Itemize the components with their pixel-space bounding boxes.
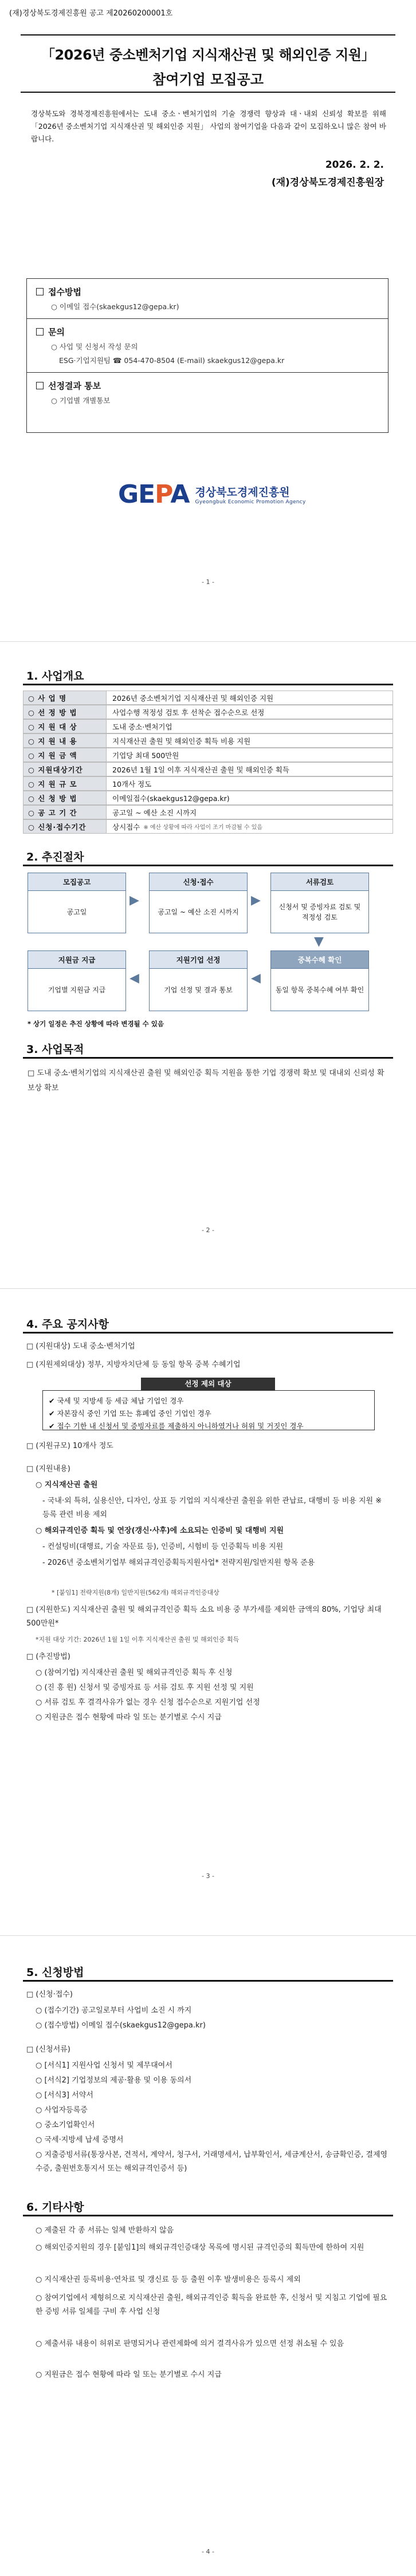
- intro-paragraph: 경상북도와 경북경제진흥원에서는 도내 중소ㆍ벤처기업의 기술 경쟁력 향상과 대ㆍ내외 신뢰성 확보를 위해 「2026년 중소벤처기업 지식재산권 및 해외인증 지원」 사업의 참여기업을 다음과 같이 모집하오니 많은 참여 바랍니다.: [31, 109, 386, 143]
- section-4-title: 4. 주요 공지사항: [26, 1318, 109, 1331]
- announcement-number: (재)경상북도경제진흥원 공고 제20260200001호: [9, 9, 173, 18]
- section-rule: [23, 684, 393, 685]
- contact-detail: ESG·기업지원팀 ☎ 054-470-8504 (E-mail) skaekgus12@gepa.kr: [59, 356, 285, 365]
- arrow-right-icon: ▶: [251, 893, 261, 908]
- arrow-down-icon: ▼: [314, 934, 324, 949]
- apply-line: ○ (접수기간) 공고일로부터 사업비 소진 시 까지: [36, 2006, 192, 2015]
- page-divider: [0, 1935, 416, 1936]
- etc-item: ○ 제출서류 내용이 허위로 판명되거나 관련제화에 의거 결격사유가 있으면 선정 취소될 수 있음: [36, 2340, 344, 2348]
- support-scale: □ (지원규모) 10개사 정도: [26, 1442, 113, 1450]
- page-number: - 1 -: [202, 578, 214, 586]
- page-number: - 2 -: [202, 1226, 214, 1234]
- page-divider: [0, 641, 416, 642]
- exclusion-item: ✔ 접수 기한 내 신청서 및 증빙자료를 제출하지 아니하였거나 허위 및 거짓인 경우: [49, 1422, 304, 1430]
- support-content-heading: □ (지원내용): [26, 1465, 70, 1473]
- cert-detail-2: - 2026년 중소벤처기업부 해외규격인증획득지원사업* 전략지원/일반지원 항목 준용: [42, 1559, 315, 1567]
- overview-row: ○ 사 업 명 2026년 중소벤처기업 지식재산권 및 해외인증 지원: [23, 691, 393, 705]
- logo-name-ko: 경상북도경제진흥원: [195, 486, 290, 499]
- excluded-target: □ (지원제외대상) 정부, 지방자치단체 등 동일 항목 중복 수혜기업: [26, 1360, 241, 1369]
- section-rule: [23, 1057, 393, 1059]
- process-heading: □ (추진방법): [26, 1652, 70, 1661]
- document-item: ○ 국세·지방세 납세 증명서: [36, 2136, 124, 2144]
- section-rule: [23, 1980, 393, 1982]
- exclusion-box: [42, 1390, 375, 1430]
- document-item: ○ [서식3] 서약서: [36, 2091, 93, 2100]
- process-line: ○ (참여기업) 지식재산권 출원 및 해외규격인증 획득 후 신청: [36, 1668, 233, 1677]
- exclusion-item: ✔ 국세 및 지방세 등 세금 체납 기업인 경우: [49, 1397, 184, 1405]
- announcement-date: 2026. 2. 2.: [325, 159, 384, 171]
- divider: [27, 318, 388, 319]
- divider: [27, 372, 388, 373]
- flow-step-2: 신청·접수 공고일 ~ 예산 소진 시까지: [149, 873, 248, 933]
- checkbox-square-icon: [36, 328, 44, 336]
- apply-line: ○ (접수방법) 이메일 접수(skaekgus12@gepa.kr): [36, 2021, 206, 2030]
- page-4: [0, 1941, 416, 2576]
- page-2: [0, 647, 416, 1294]
- flow-step-3: 서류검토 신청서 및 증빙자료 검토 및 적정성 검토: [270, 873, 369, 933]
- section-5-title: 5. 신청방법: [26, 1966, 84, 1979]
- page-divider: [0, 1288, 416, 1289]
- process-line: ○ 서류 검토 후 결격사유가 없는 경우 신청 접수순으로 지원기업 선정: [36, 1698, 260, 1707]
- flow-step-1: 모집공고 공고일: [28, 873, 126, 933]
- section-2-title: 2. 추진절차: [26, 851, 84, 863]
- arrow-left-icon: ◀: [251, 971, 261, 985]
- page-1: [0, 0, 416, 647]
- section-rule: [23, 1332, 393, 1334]
- page-number: - 4 -: [202, 2548, 214, 2555]
- overview-row: ○ 지 원 대 상 도내 중소·벤처기업: [23, 719, 393, 733]
- page-3: [0, 1294, 416, 1935]
- cert-footnote: * [붙임1] 전략지원(8개) 일반지원(562개) 해외규격인증대상: [52, 1589, 219, 1596]
- document-item: ○ 중소기업확인서: [36, 2121, 95, 2129]
- box-heading-apply: 접수방법: [36, 286, 379, 298]
- document-item: ○ [서식2] 기업정보의 제공·활용 및 이용 동의서: [36, 2076, 192, 2085]
- overview-row: ○ 지원대상기간 2026년 1월 1일 이후 지식재산권 출원 및 해외인증 획득: [23, 762, 393, 776]
- section-1-title: 1. 사업개요: [26, 670, 84, 683]
- arrow-left-icon: ◀: [129, 971, 139, 985]
- etc-item: ○ 지원금은 접수 현황에 따라 일 또는 분기별로 수시 지급: [36, 2370, 222, 2379]
- title-box: [21, 34, 395, 93]
- support-limit-note: *지원 대상 기간: 2026년 1월 1일 이후 지식재산권 출원 및 해외인증 획득: [36, 1636, 240, 1643]
- etc-item: ○ 해외인증지원의 경우 [붙임1]의 해외규격인증대상 목록에 명시된 규격인증의 획득만에 한하여 지원: [36, 2243, 364, 2252]
- cert-heading: ○ 해외규격인증 획득 및 연장(갱신·사후)에 소요되는 인증비 및 대행비 지원: [36, 1526, 284, 1535]
- process-line: ○ (진 흥 원) 신청서 및 증빙자료 등 서류 검토 후 지원 선정 및 지원: [36, 1683, 254, 1692]
- section-rule: [23, 865, 393, 866]
- apply-method: ○ 이메일 접수(skaekgus12@gepa.kr): [51, 302, 179, 311]
- contact-line: ○ 사업 및 신청서 작성 문의: [51, 342, 138, 351]
- box-heading-contact: 문의: [36, 326, 379, 338]
- page-number: - 3 -: [202, 1872, 214, 1880]
- etc-item: ○ 지식재산권 등록비용·연차료 및 갱신료 등 등 출원 이후 발생비용은 등록시 제외: [36, 2275, 301, 2284]
- ip-filing-heading: ○ 지식재산권 출원: [36, 1481, 98, 1489]
- etc-item: ○ 참여기업에서 제형허으로 지식재산권 출원, 해외규격인증 획득을 완료한 후, 신청서 및 지침고 기업에 필요한 증빙 서류 일체를 구비 후 사업 신청: [36, 2294, 387, 2316]
- purpose-text: □ 도내 중소·벤처기업의 지식재산권 출원 및 해외인증 획득 지원을 통한 기업 경쟁력 확보 및 대내외 신뢰성 확보상 확보: [28, 1069, 384, 1092]
- overview-row: ○ 지 원 규 모 10개사 정도: [23, 776, 393, 791]
- gepa-logo: [118, 480, 306, 509]
- checkbox-square-icon: [36, 288, 44, 295]
- documents-heading: □ (신청서류): [26, 2045, 70, 2054]
- title-sub: 참여기업 모집공고: [152, 72, 264, 88]
- flow-step-5: 지원기업 선정 기업 선정 및 결과 통보: [149, 950, 248, 1011]
- info-box: [26, 278, 388, 433]
- overview-row: ○ 지 원 내 용 지식재산권 출원 및 해외인증 획득 비용 지원: [23, 733, 393, 748]
- document-item: ○ [서식1] 지원사업 신청서 및 제무대여서: [36, 2061, 172, 2070]
- flow-step-6: 지원금 지급 기업별 지원금 지급: [28, 950, 126, 1011]
- section-3-title: 3. 사업목적: [26, 1043, 84, 1056]
- section-6-title: 6. 기타사항: [26, 2201, 84, 2214]
- issuer: (재)경상북도경제진흥원장: [271, 177, 384, 188]
- exclusion-heading: 선정 제외 대상: [141, 1378, 275, 1390]
- support-limit: □ (지원한도) 지식재산권 출원 및 해외규격인증 획득 소요 비용 중 부가세를 제외한 금액의 80%, 기업당 최대 500만원*: [26, 1605, 382, 1628]
- checkbox-square-icon: [36, 382, 44, 389]
- section-rule: [23, 2215, 393, 2216]
- ip-filing-detail: - 국내·외 특허, 실용신안, 디자인, 상표 등 기업의 지식재산권 출원을 위한 관납료, 대행비 등 비용 지원 ※ 등록 관련 비용 제외: [42, 1497, 382, 1519]
- gepa-logo-mark: GEPA: [118, 480, 190, 509]
- box-heading-result: 선정결과 통보: [36, 380, 379, 392]
- flow-step-4: 중복수혜 확인 동일 항목 중복수혜 여부 확인: [270, 950, 369, 1011]
- document-item: ○ 지출증빙서류(통장사본, 견적서, 계약서, 청구서, 거래명세서, 납부확인서, 세금계산서, 송금확인증, 결제영수증, 출원번호통지서 또는 해외규격인증서 등): [36, 2151, 388, 2173]
- exclusion-item: ✔ 자본잠식 중인 기업 또는 휴폐업 중인 기업인 경우: [49, 1409, 211, 1418]
- overview-row: ○ 신청·접수기간 상시접수 ※ 예산 상황에 따라 사업이 조기 마감될 수 있음: [23, 819, 393, 834]
- logo-name-en: Gyeongbuk Economic Promotion Agency: [195, 499, 306, 505]
- etc-item: ○ 제출된 각 종 서류는 일체 반환하지 않음: [36, 2226, 174, 2235]
- overview-row: ○ 공 고 기 간 공고일 ~ 예산 소진 시까지: [23, 805, 393, 819]
- overview-row: ○ 선 정 방 법 사업수행 적정성 검토 후 선착순 접수순으로 선정: [23, 705, 393, 719]
- support-target: □ (지원대상) 도내 중소·벤처기업: [26, 1342, 135, 1351]
- arrow-right-icon: ▶: [129, 893, 139, 908]
- cert-detail-1: - 컨설팅비(대행료, 기술 자문료 등), 인증비, 시험비 등 인증획득 비용 지원: [42, 1543, 284, 1551]
- apply-heading: □ (신청·접수): [26, 1990, 73, 1999]
- title-main: 「2026년 중소벤처기업 지식재산권 및 해외인증 지원」: [41, 47, 375, 63]
- overview-row: ○ 지 원 금 액 기업당 최대 500만원: [23, 748, 393, 762]
- process-line: ○ 지원금은 접수 현황에 따라 일 또는 분기별로 수시 지급: [36, 1713, 222, 1722]
- overview-row: ○ 신 청 방 법 이메일접수(skaekgus12@gepa.kr): [23, 791, 393, 805]
- flow-note: * 상기 일정은 추진 상황에 따라 변경될 수 있음: [28, 1020, 164, 1028]
- document-item: ○ 사업자등록증: [36, 2106, 88, 2115]
- result-notice: ○ 기업별 개별통보: [51, 396, 111, 405]
